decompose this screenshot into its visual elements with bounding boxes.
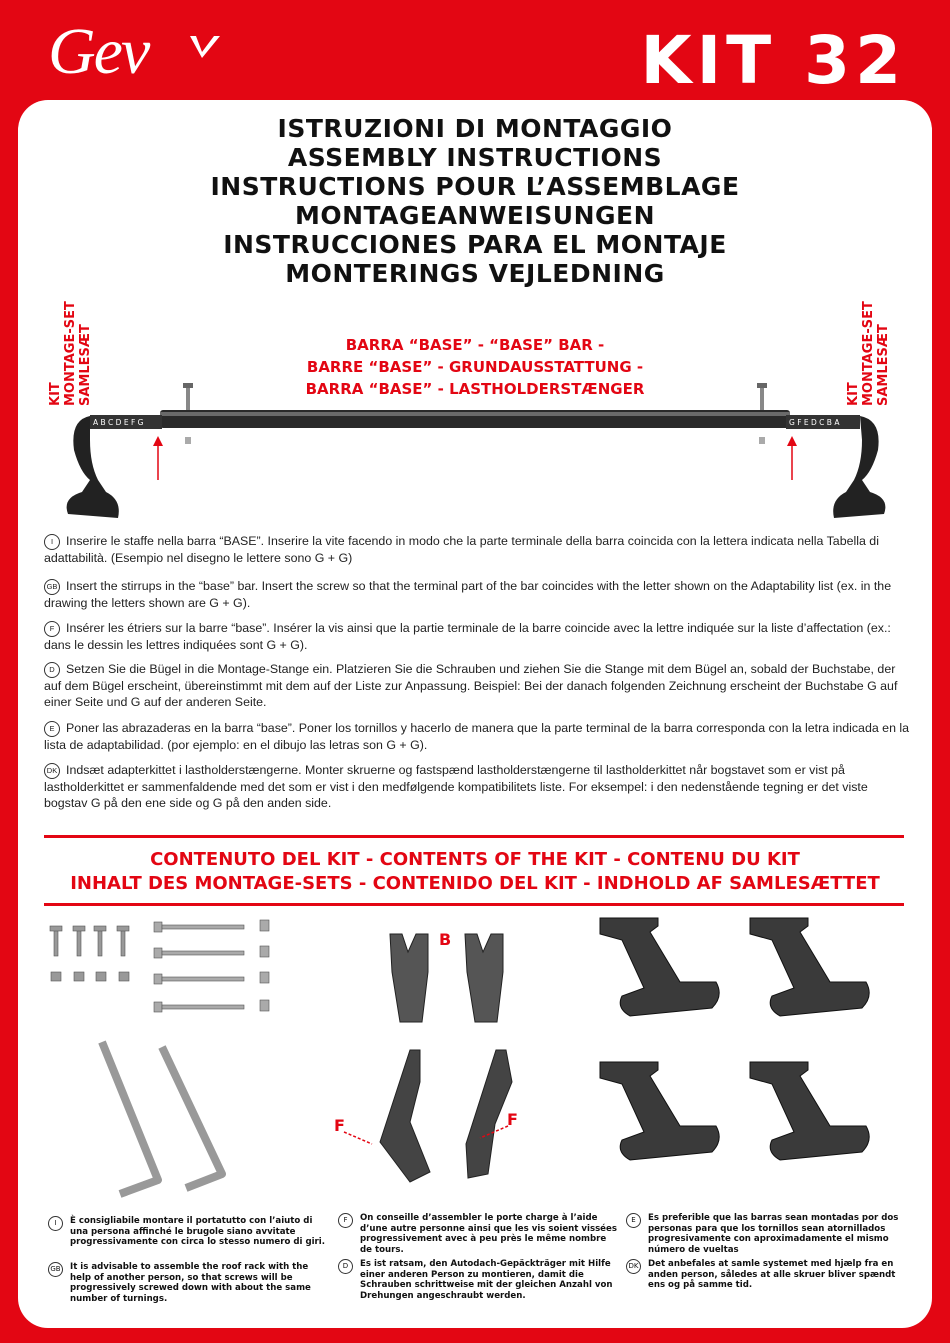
scale-letters-right: G F E D C B A — [789, 418, 840, 427]
roof-feet — [600, 918, 869, 1160]
screw-left — [186, 386, 190, 410]
base-bar-line3: BARRA “BASE” - LASTHOLDERSTÆNGER — [305, 380, 645, 398]
label-b: B — [439, 930, 452, 949]
instruction-dk — [44, 762, 914, 811]
contents-title-line1: CONTENUTO DEL KIT - CONTENTS OF THE KIT - CONTENU DU KIT — [150, 849, 800, 870]
instruction-text: Indsæt adapterkittet i lastholderstængerne. Monter skruerne og fastspænd lastholderstængerne til lastholderkittet når bogstavet som er vist på lastholderkittet er sammenfaldende med det som er vist i den medfølgende kompatibilitets liste. For eksempel: i den nedenstående tegning er det viste bogstav G på den ene side og G på den anden side. — [44, 763, 868, 810]
title-de: MONTAGEANWEISUNGEN — [294, 201, 656, 230]
title-en: ASSEMBLY INSTRUCTIONS — [287, 143, 663, 172]
logo-check-mark — [188, 34, 222, 60]
note-es — [631, 1213, 908, 1255]
lang-badge: E — [44, 721, 60, 737]
note-text: It is advisable to assemble the roof rack with the help of another person, so that screws will be progressively screwed down with about the same number of turnings. — [70, 1262, 311, 1304]
title-block — [0, 114, 950, 288]
instruction-it — [44, 533, 914, 566]
note-de — [342, 1259, 620, 1301]
note-text: Es ist ratsam, den Autodach-Gepäckträger mit Hilfe einer anderen Person zu montieren, damit die Schrauben schrittweise mit der gleichen Anzahl von Drehungen angeschraubt werden. — [360, 1259, 613, 1301]
instruction-text: Inserire le staffe nella barra “BASE”. Inserire la vite facendo in modo che la parte terminale della barra coincida con la lettera indicata nella Tabella di adattabilità. (Esempio nel disegno le lettere sono G + G) — [44, 534, 879, 565]
note-text: Es preferible que las barras sean montadas por dos personas para que los tornillos sean atornillados progresivamente con aproximadamente el mismo número de vueltas — [648, 1213, 899, 1255]
separator-bottom — [44, 903, 904, 906]
instruction-text: Setzen Sie die Bügel in die Montage-Stange ein. Platzieren Sie die Schrauben und ziehen Sie die Stange mit dem Bügel an, sobald der Buchstabe, der auf dem Bügel erscheint, übereinstimmt mit dem auf der Liste zur Anpassung. Beispiel: Bei der danach folgenden Zeichnung erscheint der Buchstabe G auf einer Seite und G auf der anderen Seite. — [44, 662, 898, 709]
lang-badge: F — [44, 621, 60, 637]
side-label-samlesaet: SAMLESÆT — [78, 324, 93, 406]
lang-badge: I — [44, 534, 60, 550]
label-f-right: F — [507, 1110, 518, 1129]
long-bolts — [154, 920, 269, 1012]
title-it: ISTRUZIONI DI MONTAGGIO — [277, 114, 673, 143]
scale-letters-left: A B C D E F G — [93, 418, 144, 427]
note-text: Det anbefales at samle systemet med hjælp fra en anden person, således at alle skruer bliver spændt ens og på samme tid. — [648, 1259, 896, 1290]
lang-badge: D — [44, 662, 60, 678]
label-f-left: F — [334, 1116, 345, 1135]
brackets-f — [380, 1050, 512, 1182]
separator-top — [44, 835, 904, 838]
arrow-f-left — [344, 1132, 372, 1144]
instruction-text: Insérer les étriers sur la barre “base”. Insérer la vis ainsi que la partie terminale de la barre coincide avec la lettre indiquée sur la liste d’affectation (ex.: dans le dessin les lettres indiquées sont G + G). — [44, 621, 891, 652]
lang-badge: GB — [44, 579, 60, 595]
short-screws — [50, 926, 129, 981]
base-bar-line2: BARRE “BASE” - GRUNDAUSSTATTUNG - — [306, 358, 644, 376]
side-label-kit: KIT — [846, 382, 861, 406]
screw-right — [760, 386, 764, 410]
contents-title — [0, 848, 950, 896]
side-label-kit: KIT — [48, 382, 63, 406]
note-gb — [50, 1262, 330, 1304]
instruction-gb — [44, 578, 914, 611]
foot-left — [67, 416, 119, 518]
lang-badge: I — [48, 1216, 63, 1231]
instruction-es — [44, 720, 914, 753]
note-it — [54, 1216, 330, 1248]
lang-badge: DK — [626, 1259, 641, 1274]
note-fr — [343, 1213, 620, 1255]
title-dk: MONTERINGS VEJLEDNING — [285, 259, 665, 288]
hex-keys — [102, 1042, 222, 1194]
lang-badge: D — [338, 1259, 353, 1274]
instruction-text: Poner las abrazaderas en la barra “base”. Poner los tornillos y hacerlo de manera que la parte terminal de la barra corresponda con la letra indicada en la lista de adaptabilidad. (por ejemplo: en el dibujo las letras son G + G). — [44, 721, 910, 752]
base-bar-line1: BARRA “BASE” - “BASE” BAR - — [345, 336, 605, 354]
instruction-de — [44, 661, 914, 710]
lang-badge: DK — [44, 763, 60, 779]
side-label-montage: MONTAGE-SET — [63, 301, 78, 406]
side-label-montage: MONTAGE-SET — [861, 301, 876, 406]
base-bar-illustration — [60, 380, 890, 530]
lang-badge: E — [626, 1213, 641, 1228]
note-dk — [628, 1259, 908, 1291]
contents-title-line2: INHALT DES MONTAGE-SETS - CONTENIDO DEL KIT - INDHOLD AF SAMLESÆTTET — [70, 873, 880, 894]
title-es: INSTRUCCIONES PARA EL MONTAJE — [223, 230, 727, 259]
kit-number-title: KIT 32 — [640, 22, 906, 99]
instruction-text: Insert the stirrups in the “base” bar. Insert the screw so that the terminal part of the bar coincides with the letter shown on the Adaptability list (ex. in the drawing the letters shown are G + G). — [44, 579, 892, 610]
title-fr: INSTRUCTIONS POUR L’ASSEMBLAGE — [210, 172, 740, 201]
instruction-fr — [44, 620, 914, 653]
lang-badge: F — [338, 1213, 353, 1228]
side-label-samlesaet: SAMLESÆT — [876, 324, 891, 406]
lang-badge: GB — [48, 1262, 63, 1277]
note-text: È consigliabile montare il portatutto con l’aiuto di una persona affinché le brugole siano avvitate progressivamente con circa lo stesso numero di giri. — [70, 1216, 325, 1247]
kit-contents-illustration — [40, 912, 920, 1202]
note-text: On conseille d’assembler le porte charge à l’aide d’une autre personne ainsi que les vis soient vissées progressivement avec à peu près le même nombre de tours. — [360, 1213, 617, 1255]
foot-right — [833, 416, 885, 518]
brand-logo: Gev — [48, 15, 149, 88]
